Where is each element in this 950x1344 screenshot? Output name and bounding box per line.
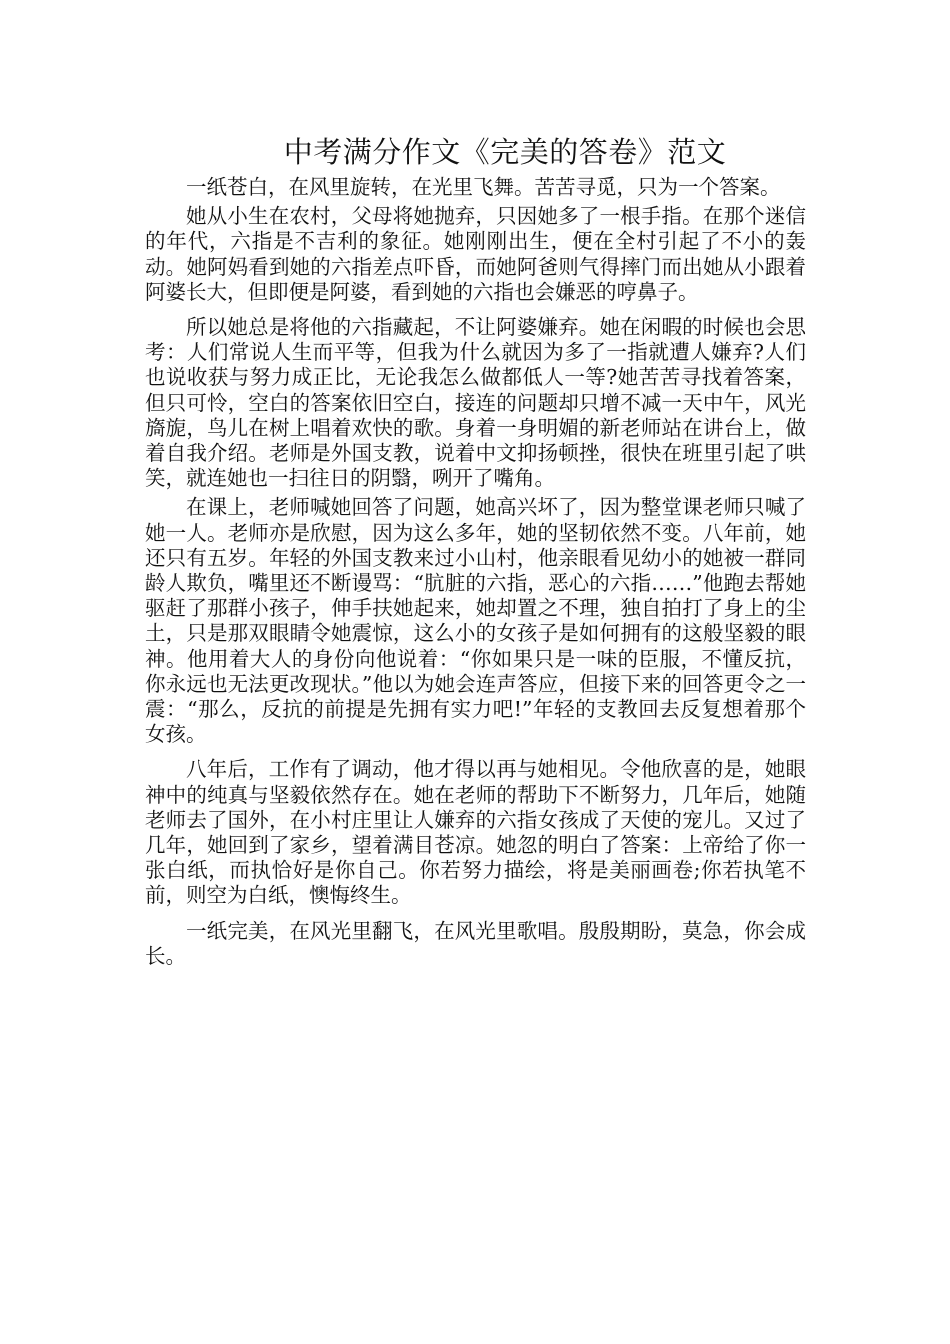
page-title: 中考满分作文《完美的答卷》范文 [283, 135, 727, 169]
paragraph-4: 在课上，老师喊她回答了问题，她高兴坏了，因为整堂课老师只喊了她一人。老师亦是欣慰，因为这么多年，她的坚韧依然不变。八年前，她还只有五岁。年轻的外国支教来过小山村，他亲眼看见幼小的她被一群同龄人欺负，嘴里还不断谩骂：“肮脏的六指，恶心的六指……”他跑去帮她驱赶了那群小孩子，伸手扶她起来，她却置之不理，独自拍打了身上的尘土，只是那双眼睛令她震惊，这么小的女孩子是如何拥有的这般坚毅的眼神。他用着大人的身份向他说着：“你如果只是一味的臣服，不懂反抗，你永远也无法更改现状。”他以为她会连声答应，但接下来的回答更令之一震：“那么，反抗的前提是先拥有实力吧!”年轻的支教回去反复想着那个女孩。 [145, 495, 806, 747]
paragraph-6: 一纸完美，在风光里翻飞，在风光里歌唱。殷殷期盼，莫急，你会成长。 [145, 918, 806, 968]
paragraph-2: 她从小生在农村，父母将她抛弃，只因她多了一根手指。在那个迷信的年代，六指是不吉利的象征。她刚刚出生，便在全村引起了不小的轰动。她阿妈看到她的六指差点吓昏，而她阿爸则气得摔门而出她从小跟着阿婆长大，但即便是阿婆，看到她的六指也会嫌恶的哼鼻子。 [145, 204, 806, 304]
paragraph-3: 所以她总是将他的六指藏起，不让阿婆嫌弃。她在闲暇的时候也会思考：人们常说人生而平等，但我为什么就因为多了一指就遭人嫌弃?人们也说收获与努力成正比，无论我怎么做都低人一等?她苦苦寻找着答案，但只可怜，空白的答案依旧空白，接连的问题却只增不减一天中午，风光旖旎，鸟儿在树上唱着欢快的歌。身着一身明媚的新老师站在讲台上，做着自我介绍。老师是外国支教，说着中文抑扬顿挫，很快在班里引起了哄笑，就连她也一扫往日的阴翳，咧开了嘴角。 [145, 315, 806, 491]
paragraph-5: 八年后，工作有了调动，他才得以再与她相见。令他欣喜的是，她眼神中的纯真与坚毅依然存在。她在老师的帮助下不断努力，几年后，她随老师去了国外，在小村庄里让人嫌弃的六指女孩成了天使的宠儿。又过了几年，她回到了家乡，望着满目苍凉。她忽的明白了答案：上帝给了你一张白纸，而执恰好是你自己。你若努力描绘，将是美丽画卷;你若执笔不前，则空为白纸，懊悔终生。 [145, 757, 806, 908]
essay-body [145, 175, 806, 969]
paragraph-1: 一纸苍白，在风里旋转，在光里飞舞。苦苦寻觅，只为一个答案。 [186, 175, 781, 199]
